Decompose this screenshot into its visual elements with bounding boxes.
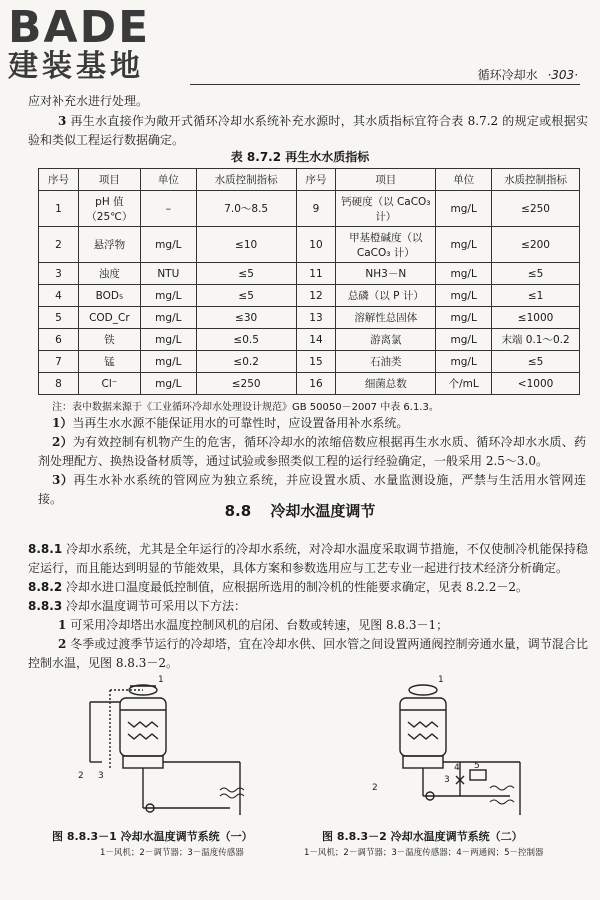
table-cell: pH 值（25℃） <box>78 191 140 227</box>
table-cell: mg/L <box>140 307 196 329</box>
table-cell: 16 <box>296 373 336 395</box>
col-header: 项目 <box>78 169 140 191</box>
table-cell: mg/L <box>436 329 492 351</box>
figure-1-legend: 1－风机；2－调节器；3－温度传感器 <box>100 848 244 858</box>
figure-1-caption: 图 8.8.3－1 冷却水温度调节系统（一） <box>52 830 253 843</box>
table-cell: ≤10 <box>196 227 296 263</box>
table-cell: mg/L <box>140 373 196 395</box>
table-cell: Cl⁻ <box>78 373 140 395</box>
table-cell: ≤1 <box>492 285 580 307</box>
table-cell: 甲基橙碱度（以 CaCO₃ 计） <box>336 227 436 263</box>
clause-8-8-1: 8.8.1 冷却水系统，尤其是全年运行的冷却水系统，对冷却水温度采取调节措施，不仅使制冷机能保持稳定运行，而且能达到明显的节能效果，具体方案和参数选用应与工艺专业一起进行技术经济分析确定。 <box>28 542 588 575</box>
method-1: 1 可采用冷却塔出水温度控制风机的启闭、台数或转速，见图 8.8.3－1； <box>58 618 449 632</box>
table-cell: mg/L <box>140 329 196 351</box>
table-cell: 浊度 <box>78 263 140 285</box>
figure-1-diagram <box>70 670 270 820</box>
table-cell: 3 <box>39 263 79 285</box>
paragraph-3-num: 3 <box>58 114 67 128</box>
table-cell: 钙硬度（以 CaCO₃ 计） <box>336 191 436 227</box>
table-cell: 总磷（以 P 计） <box>336 285 436 307</box>
clause-8-8-3: 8.8.3 冷却水温度调节可采用以下方法： <box>28 599 247 613</box>
table-cell: mg/L <box>140 285 196 307</box>
table-cell: 6 <box>39 329 79 351</box>
note-2: 2）为有效控制有机物产生的危害，循环冷却水的浓缩倍数应根据再生水水质、循环冷却水水质、药剂处理配方、换热设备材质等，通过试验或参照类似工程的运行经验确定，一般采用 2.5～3.0。 <box>38 435 586 468</box>
table-cell: mg/L <box>140 351 196 373</box>
figure-2-diagram <box>370 670 540 820</box>
table-cell: 溶解性总固体 <box>336 307 436 329</box>
table-cell: 12 <box>296 285 336 307</box>
table-row <box>39 191 580 227</box>
chapter-title: 循环冷却水 <box>477 68 538 82</box>
paragraph-3-text: 再生水直接作为敞开式循环冷却水系统补充水源时，其水质指标宜符合表 8.7.2 的规定或根据实验和类似工程运行数据确定。 <box>28 114 588 147</box>
table-row <box>39 373 580 395</box>
table-cell: ≤5 <box>196 263 296 285</box>
col-header: 单位 <box>436 169 492 191</box>
figure-2-legend: 1－风机；2－调节器；3－温度传感器；4－两通阀；5－控制器 <box>304 848 544 858</box>
table-row <box>39 307 580 329</box>
col-header: 项目 <box>336 169 436 191</box>
running-header <box>478 66 578 83</box>
table-cell: 7 <box>39 351 79 373</box>
table-cell: mg/L <box>436 307 492 329</box>
table-cell: NH3－N <box>336 263 436 285</box>
table-header-row <box>39 169 580 191</box>
water-quality-table <box>38 168 580 395</box>
table-cell: 细菌总数 <box>336 373 436 395</box>
table-cell: COD_Cr <box>78 307 140 329</box>
table-cell: mg/L <box>436 285 492 307</box>
header-rule <box>190 84 580 85</box>
fig2-label-2: 2 <box>372 783 378 793</box>
table-cell: ≤0.5 <box>196 329 296 351</box>
table-row <box>39 285 580 307</box>
note-1: 1）当再生水水源不能保证用水的可靠性时，应设置备用补水系统。 <box>52 416 409 430</box>
note-3: 3）再生水补水系统的管网应为独立系统，并应设置水质、水量监测设施，严禁与生活用水管网连接。 <box>38 473 586 506</box>
method-2: 2 冬季或过渡季节运行的冷却塔，宜在冷却水供、回水管之间设置两通阀控制旁通水量，调节混合比控制水温，见图 8.8.3－2。 <box>28 637 588 670</box>
table-cell: 9 <box>296 191 336 227</box>
table-cell: 悬浮物 <box>78 227 140 263</box>
table-cell: ≤1000 <box>492 307 580 329</box>
page-number: ·303· <box>547 68 578 82</box>
table-cell: ≤200 <box>492 227 580 263</box>
table-cell: 10 <box>296 227 336 263</box>
table-cell: 2 <box>39 227 79 263</box>
col-header: 序号 <box>296 169 336 191</box>
controller-icon <box>470 770 486 780</box>
table-cell: mg/L <box>436 263 492 285</box>
table-cell: 7.0～8.5 <box>196 191 296 227</box>
section-heading <box>0 500 600 521</box>
table-cell: mg/L <box>140 227 196 263</box>
table-cell: ≤250 <box>492 191 580 227</box>
table-cell: mg/L <box>436 191 492 227</box>
table-cell: BOD₅ <box>78 285 140 307</box>
table-cell: 5 <box>39 307 79 329</box>
col-header: 水质控制指标 <box>492 169 580 191</box>
col-header: 序号 <box>39 169 79 191</box>
fig1-label-1: 1 <box>158 675 164 685</box>
table-row <box>39 263 580 285</box>
cooling-tower-icon <box>400 698 446 756</box>
fig2-label-5: 5 <box>474 761 480 771</box>
table-cell: ≤0.2 <box>196 351 296 373</box>
figure-2-caption: 图 8.8.3－2 冷却水温度调节系统（二） <box>322 830 523 843</box>
table-cell: ≤5 <box>492 351 580 373</box>
fig1-label-2: 2 <box>78 771 84 781</box>
paragraph-3 <box>28 112 588 150</box>
table-cell: 15 <box>296 351 336 373</box>
section-title: 冷却水温度调节 <box>270 502 376 520</box>
fig2-label-1: 1 <box>438 675 444 685</box>
table-cell: mg/L <box>436 351 492 373</box>
table-cell: ≤250 <box>196 373 296 395</box>
table-cell: – <box>140 191 196 227</box>
logo-bottom: 建装基地 <box>8 49 144 84</box>
table-cell: 个/mL <box>436 373 492 395</box>
table-cell: 铁 <box>78 329 140 351</box>
intro-line: 应对补充水进行处理。 <box>28 94 149 108</box>
table-cell: 4 <box>39 285 79 307</box>
table-cell: 14 <box>296 329 336 351</box>
table-cell: NTU <box>140 263 196 285</box>
table-cell: ≤30 <box>196 307 296 329</box>
table-cell: 游离氯 <box>336 329 436 351</box>
fig2-label-4: 4 <box>454 763 460 773</box>
table-cell: mg/L <box>436 227 492 263</box>
table-row <box>39 351 580 373</box>
fig1-label-3: 3 <box>98 771 104 781</box>
fig2-label-3: 3 <box>444 775 450 785</box>
cooling-tower-icon <box>120 698 166 756</box>
table-cell: 13 <box>296 307 336 329</box>
table-cell: ≤5 <box>492 263 580 285</box>
table-cell: ≤5 <box>196 285 296 307</box>
table-cell: 11 <box>296 263 336 285</box>
table-cell: 末端 0.1～0.2 <box>492 329 580 351</box>
bade-logo <box>8 2 198 84</box>
logo-top: BADE <box>8 2 151 53</box>
table-title: 表 8.7.2 再生水水质指标 <box>230 150 370 164</box>
col-header: 水质控制指标 <box>196 169 296 191</box>
table-cell: 石油类 <box>336 351 436 373</box>
table-cell: 1 <box>39 191 79 227</box>
table-cell: 8 <box>39 373 79 395</box>
table-row <box>39 227 580 263</box>
table-cell: 锰 <box>78 351 140 373</box>
table-cell: <1000 <box>492 373 580 395</box>
table-note: 注：表中数据来源于《工业循环冷却水处理设计规范》GB 50050－2007 中表 6.1.3。 <box>52 402 439 413</box>
col-header: 单位 <box>140 169 196 191</box>
clause-8-8-2: 8.8.2 冷却水进口温度最低控制值，应根据所选用的制冷机的性能要求确定，见表 8.2.2－2。 <box>28 580 528 594</box>
section-number: 8.8 <box>224 502 252 520</box>
table-row <box>39 329 580 351</box>
